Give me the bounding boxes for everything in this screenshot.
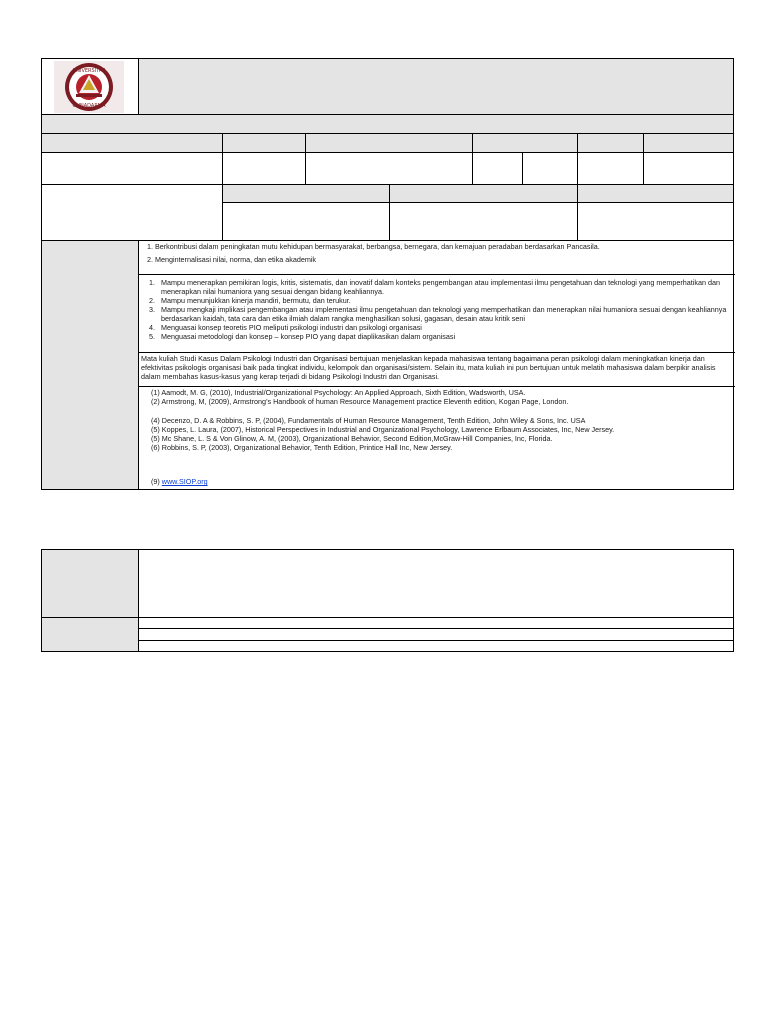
rps-table xyxy=(41,58,734,490)
reference-link-item xyxy=(151,477,551,486)
value-cell-4b xyxy=(522,152,578,185)
auth-header-3 xyxy=(577,184,734,203)
logo-text-top: UNIVERSITAS xyxy=(72,68,106,74)
references-list xyxy=(151,388,729,452)
university-logo xyxy=(54,61,124,113)
list-item: 1. Berkontribusi dalam peningkatan mutu kehidupan bermasyarakat, berbangsa, bernegara, dan kemajuan peradaban berdasarkan Pancasila. xyxy=(147,242,600,251)
authorization-label-cell xyxy=(41,184,223,241)
auth-header-1 xyxy=(222,184,390,203)
course-description: Mata kuliah Studi Kasus Dalam Psikologi Industri dan Organisasi bertujuan menjelaskan kepada mahasiswa tentang bagaimana peran psikologi dalam meningkatkan kinerja dan efektivitas psikologis organisasi baik pada tingkat individu, kelompok dan organisasi/sistem. Selain itu, mata kuliah ini pun bertujuan untuk melatih mahasiswa dalam berpikir analisis dalam membahas kasus-kasus yang kerap terjadi di bidang Psikologi Industri dan Organisasi. xyxy=(141,354,716,381)
col-header-6 xyxy=(643,133,734,153)
reference-item: (5) Mc Shane, L. S & Von Glinow, A. M, (2003), Organizational Behavior, Second Edition,McGraw-Hill Companies, Inc, Florida. xyxy=(151,434,553,443)
list-number: 1. xyxy=(149,278,155,287)
list-number: 4. xyxy=(149,323,155,332)
logo-cell xyxy=(41,58,139,115)
list-number: 3. xyxy=(149,305,155,314)
course-learning-outcomes xyxy=(147,278,727,341)
graduate-learning-outcomes xyxy=(147,242,727,264)
second-table xyxy=(41,549,734,652)
value-cell-1 xyxy=(41,152,223,185)
reference-link-prefix: (9) xyxy=(151,477,162,486)
list-item: 2. Menginternalisasi nilai, norma, dan etika akademik xyxy=(147,255,316,264)
auth-signature-1 xyxy=(222,202,390,241)
list-text: Mampu menerapkan pemikiran logis, kritis, sistematis, dan inovatif dalam konteks pengembangan atau implementasi ilmu pengetahuan dan teknologi yang memperhatikan dan menerapkan nilai humaniora yang sesuai dengan bidang keahliannya. xyxy=(161,278,720,296)
value-cell-4a xyxy=(472,152,523,185)
value-cell-5 xyxy=(577,152,644,185)
col-header-4 xyxy=(472,133,578,153)
list-item xyxy=(147,323,727,332)
divider xyxy=(139,386,735,387)
value-cell-2 xyxy=(222,152,306,185)
section-label-column xyxy=(41,240,139,490)
list-item xyxy=(147,278,727,296)
header-title-cell xyxy=(138,58,734,115)
reference-item: (1) Aamodt, M. G, (2010), Industrial/Organizational Psychology: An Applied Approach, Sixth Edition, Wadsworth, USA. xyxy=(151,388,526,397)
second-table-content xyxy=(138,549,734,618)
list-item xyxy=(147,332,727,341)
auth-signature-3 xyxy=(577,202,734,241)
col-header-3 xyxy=(305,133,473,153)
second-table-label-top xyxy=(41,549,139,618)
list-text: Mampu menunjukkan kinerja mandiri, bermutu, dan terukur. xyxy=(161,296,351,305)
section-content-column xyxy=(138,240,734,490)
list-number: 5. xyxy=(149,332,155,341)
logo-text-bottom: GUNADARMA xyxy=(72,103,106,109)
col-header-2 xyxy=(222,133,306,153)
list-text: Menguasai metodologi dan konsep – konsep PIO yang dapat diaplikasikan dalam organisasi xyxy=(161,332,456,341)
section-header-row xyxy=(41,114,734,134)
value-cell-6 xyxy=(643,152,734,185)
value-cell-3 xyxy=(305,152,473,185)
reference-item: (5) Koppes, L. Laura, (2007), Historical Perspectives in Industrial and Organizational Psychology, Lawrence Erlbaum Associates, Inc, New Jersey. xyxy=(151,425,615,434)
list-text: Mampu mengkaji implikasi pengembangan atau implementasi ilmu pengetahuan dan teknologi yang memperhatikan dan menerapkan nilai humaniora sesuai dengan keahliannya berdasarkan kaidah, tata cara dan etika ilmiah dalam rangka menghasilkan solusi, gagasan, desain atau kritik seni xyxy=(161,305,727,323)
list-number: 2. xyxy=(149,296,155,305)
divider xyxy=(139,274,735,275)
auth-signature-2 xyxy=(389,202,578,241)
list-item xyxy=(147,305,727,323)
auth-header-2 xyxy=(389,184,578,203)
list-item xyxy=(147,296,727,305)
reference-item: (4) Decenzo, D. A & Robbins, S. P, (2004), Fundamentals of Human Resource Management, Tenth Edition, John Wiley & Sons, Inc. USA xyxy=(151,416,586,425)
second-table-label-bottom xyxy=(41,617,139,652)
col-header-1 xyxy=(41,133,223,153)
reference-item: (6) Robbins, S. P, (2003), Organizational Behavior, Tenth Edition, Printice Hall Inc, New Jersey. xyxy=(151,443,453,452)
list-text: Menguasai konsep teoretis PIO meliputi psikologi industri dan psikologi organisasi xyxy=(161,323,422,332)
second-table-row-3 xyxy=(138,640,734,652)
reference-item: (2) Armstrong, M, (2009), Armstrong’s Handbook of human Resource Management practice Eleventh edition, Kogan Page, London. xyxy=(151,397,569,406)
divider xyxy=(139,352,735,353)
col-header-5 xyxy=(577,133,644,153)
siop-link[interactable]: www.SIOP.org xyxy=(161,477,208,486)
